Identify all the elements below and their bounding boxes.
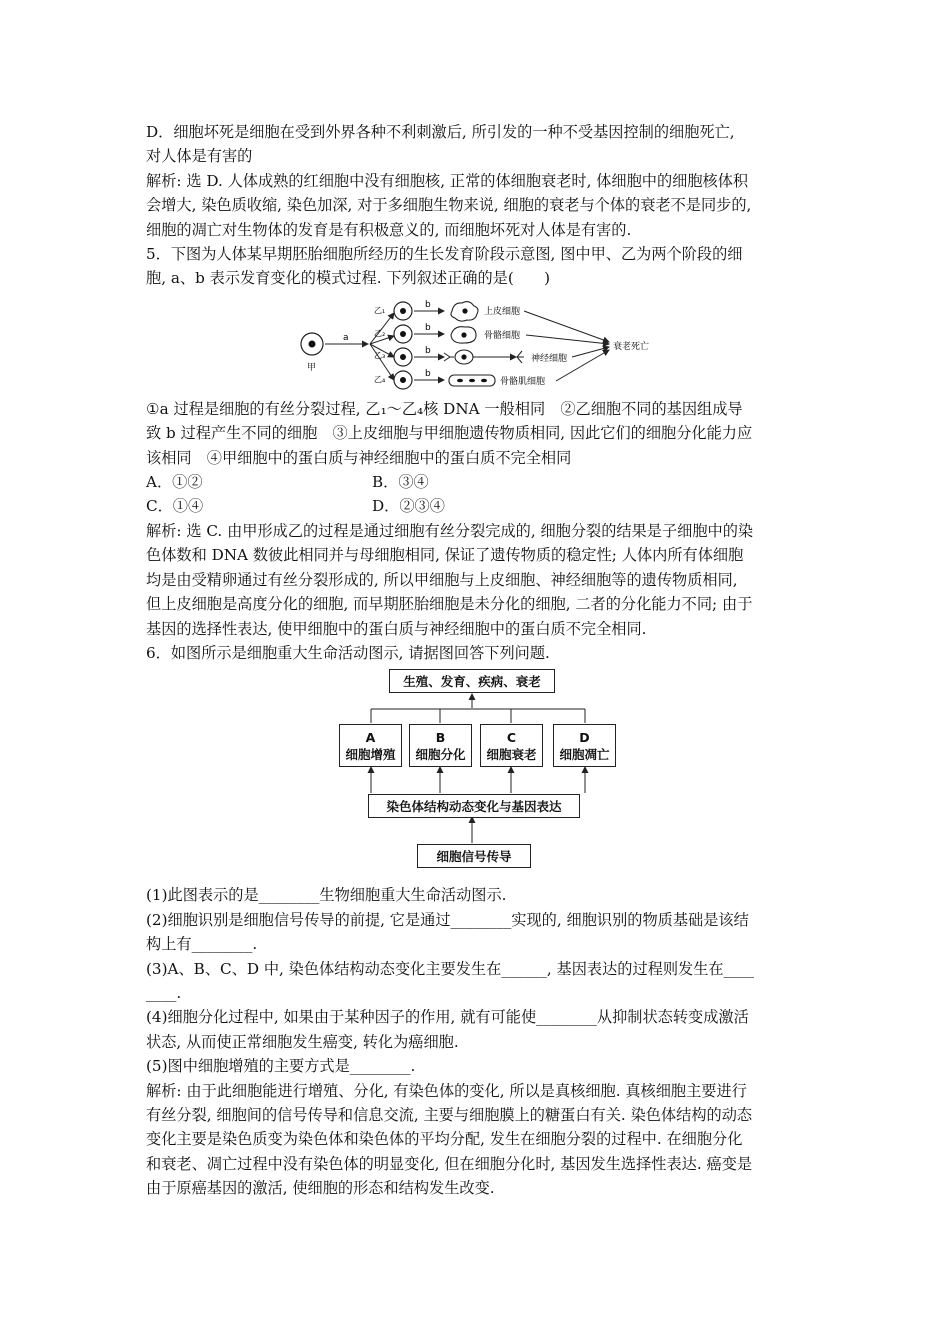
q5-analysis-line4: 但上皮细胞是高度分化的细胞, 而早期胚胎细胞是未分化的细胞, 二者的分化能力不同; 由于 — [146, 595, 753, 614]
q5-statement-line2: 致 b 过程产生不同的细胞 ③上皮细胞与甲细胞遗传物质相同, 因此它们的细胞分化能力应 — [146, 424, 753, 443]
box-b — [409, 724, 472, 767]
q5-options-row1 — [146, 470, 811, 494]
q6-stem: 6．如图所示是细胞重大生命活动图示, 请据图回答下列问题. — [146, 643, 550, 662]
box-d-letter: D — [579, 729, 590, 745]
box-c — [480, 724, 543, 767]
q6-sub4-line1: (4)细胞分化过程中, 如果由于某种因子的作用, 就有可能使________从抑制状态转变成激活 — [146, 1008, 749, 1027]
q4-option-d-line2: 对人体是有害的 — [146, 147, 253, 166]
label-b-4: b — [425, 368, 431, 379]
label-aging-death: 衰老死亡 — [613, 341, 650, 352]
q5-option-c: C．①④ — [146, 497, 204, 516]
box-a-label: 细胞增殖 — [345, 746, 396, 762]
q5-options-row2 — [146, 494, 811, 518]
q6-sub2-line2: 构上有________. — [146, 935, 258, 954]
document-page — [146, 120, 811, 1201]
label-yi1: 乙₁ — [374, 305, 386, 315]
label-jia: 甲 — [307, 362, 317, 373]
box-c-letter: C — [506, 729, 517, 745]
label-epithelial: 上皮细胞 — [484, 306, 521, 317]
neuron-terminal-icon — [517, 351, 524, 363]
box-middle: 染色体结构动态变化与基因表达 — [368, 794, 580, 818]
box-top: 生殖、发育、疾病、衰老 — [389, 669, 555, 693]
q6-sub3-line1: (3)A、B、C、D 中, 染色体结构动态变化主要发生在______, 基因表达的过程则发生在____ — [146, 959, 754, 978]
q6-analysis-line1: 解析: 由于此细胞能进行增殖、分化, 有染色体的变化, 所以是真核细胞. 真核细胞主要进行 — [146, 1081, 747, 1100]
q5-stem-line1: 5．下图为人体某早期胚胎细胞所经历的生长发育阶段示意图, 图中甲、乙为两个阶段的细 — [146, 245, 743, 264]
q6-sub1: (1)此图表示的是________生物细胞重大生命活动图示. — [146, 886, 507, 905]
label-muscle: 骨骼肌细胞 — [500, 376, 546, 387]
q6-analysis-line2: 有丝分裂, 细胞间的信号传导和信息交流, 主要与细胞膜上的糖蛋白有关. 染色体结构的动态 — [146, 1105, 753, 1124]
q6-sub5: (5)图中细胞增殖的主要方式是________. — [146, 1057, 416, 1076]
label-a: a — [343, 332, 349, 343]
q5-analysis-line1: 解析: 选 C. 由甲形成乙的过程是通过细胞有丝分裂完成的, 细胞分裂的结果是子细胞中的染 — [146, 521, 754, 540]
embryo-development-diagram — [294, 295, 674, 395]
q5-analysis-line2: 色体数和 DNA 数彼此相同并与母细胞相同, 保证了遗传物质的稳定性; 人体内所有体细胞 — [146, 546, 744, 565]
label-b-3: b — [425, 345, 431, 356]
box-a — [339, 724, 402, 767]
q4-option-d-line1: D．细胞坏死是细胞在受到外界各种不利刺激后, 所引发的一种不受基因控制的细胞死亡, — [146, 123, 735, 141]
label-bone: 骨骼细胞 — [484, 330, 521, 341]
q5-option-b: B．③④ — [372, 473, 429, 492]
q4-analysis-line2: 会增大, 染色质收缩, 染色加深, 对于多细胞生物来说, 细胞的衰老与个体的衰老不是同步的, — [146, 196, 752, 215]
box-d — [553, 724, 616, 767]
q5-statement-line1: ①a 过程是细胞的有丝分裂过程, 乙₁～乙₄核 DNA 一般相同 ②乙细胞不同的基因组成导 — [146, 399, 743, 418]
box-b-label: 细胞分化 — [415, 746, 466, 762]
q6-sub4-line2: 状态, 从而使正常细胞发生癌变, 转化为癌细胞. — [146, 1032, 459, 1051]
q5-option-d: D．②③④ — [372, 497, 445, 516]
label-b-2: b — [425, 322, 431, 333]
box-a-letter: A — [365, 729, 376, 745]
q6-sub2-line1: (2)细胞识别是细胞信号传导的前提, 它是通过________实现的, 细胞识别的物质基础是该结 — [146, 910, 749, 929]
box-d-label: 细胞凋亡 — [559, 746, 610, 762]
q6-analysis-line5: 由于原癌基因的激活, 使细胞的形态和结构发生改变. — [146, 1179, 495, 1198]
q5-stem-line2: 胞, a、b 表示发育变化的模式过程. 下列叙述正确的是( ) — [146, 269, 551, 288]
q5-statement-line3: 该相同 ④甲细胞中的蛋白质与神经细胞中的蛋白质不完全相同 — [146, 448, 572, 467]
box-c-label: 细胞衰老 — [486, 746, 537, 762]
q5-analysis-line5: 基因的选择性表达, 使甲细胞中的蛋白质与神经细胞中的蛋白质不完全相同. — [146, 619, 647, 638]
label-yi3: 乙₃ — [374, 350, 386, 360]
neuron-dendrite-icon — [444, 353, 454, 361]
q6-sub3-line2: ____. — [146, 983, 182, 1002]
q4-analysis-line1: 解析: 选 D. 人体成熟的红细胞中没有细胞核, 正常的体细胞衰老时, 体细胞中的细胞核体积 — [146, 171, 749, 190]
label-yi2: 乙₂ — [374, 328, 386, 338]
label-yi4: 乙₄ — [374, 374, 386, 384]
q6-analysis-line4: 和衰老、凋亡过程中没有染色体的明显变化, 但在细胞分化时, 基因发生选择性表达. 癌变是 — [146, 1154, 753, 1173]
q5-analysis-line3: 均是由受精卵通过有丝分裂形成的, 所以甲细胞与上皮细胞、神经细胞等的遗传物质相同, — [146, 570, 738, 589]
label-neuron: 神经细胞 — [531, 353, 568, 364]
label-b-1: b — [425, 299, 431, 310]
box-b-letter: B — [435, 729, 446, 745]
cell-life-activity-diagram — [146, 669, 811, 881]
q6-analysis-line3: 变化主要是染色质变为染色体和染色体的平均分配, 发生在细胞分裂的过程中. 在细胞分化 — [146, 1130, 743, 1149]
box-bottom: 细胞信号传导 — [417, 844, 531, 868]
q4-analysis-line3: 细胞的凋亡对生物体的发育是有积极意义的, 而细胞坏死对人体是有害的. — [146, 220, 632, 239]
q5-option-a: A．①② — [146, 473, 203, 492]
